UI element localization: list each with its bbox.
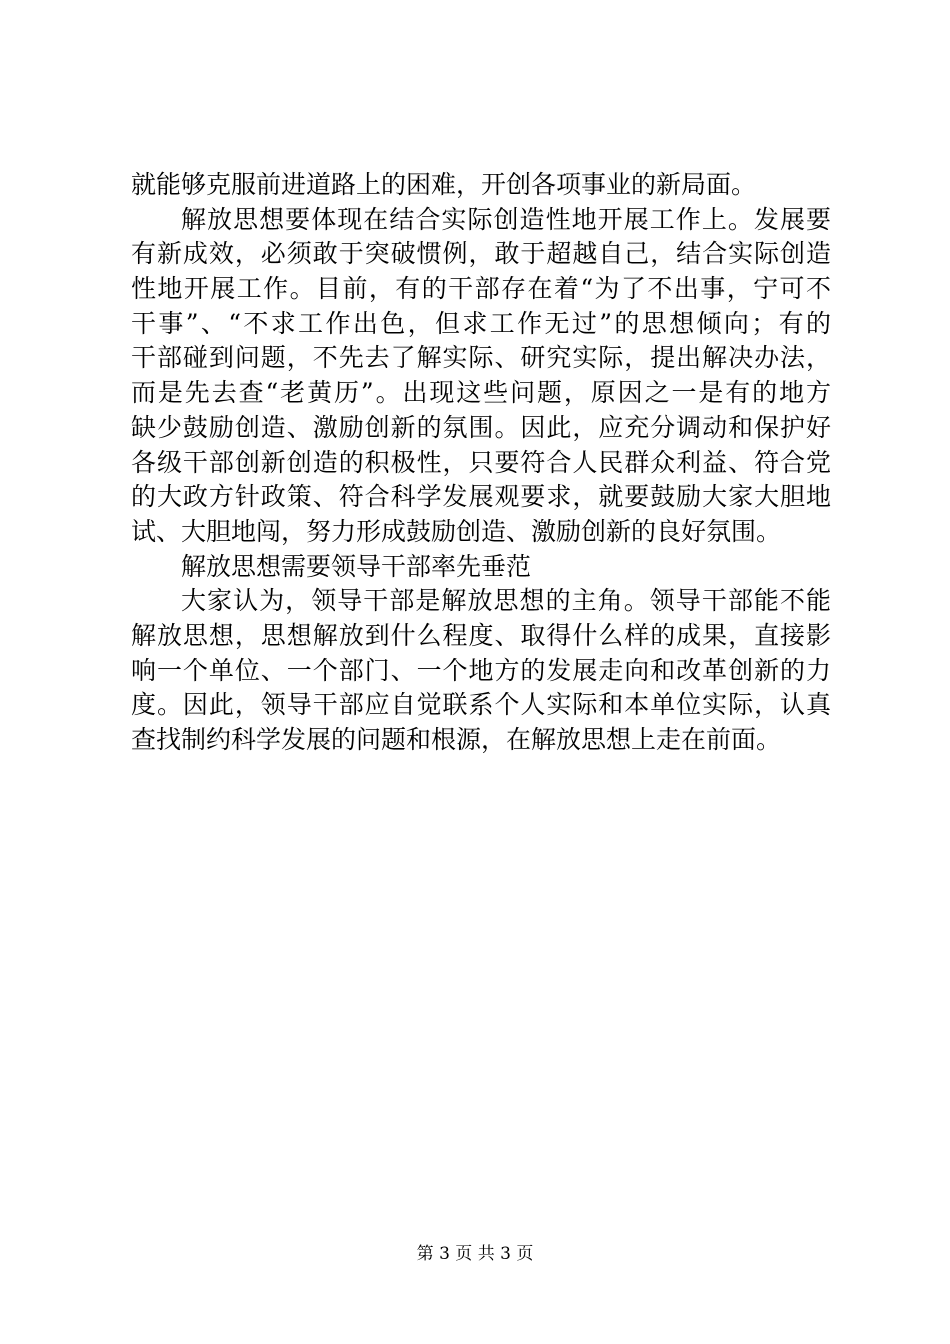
text-line: 响一个单位、一个部门、一个地方的发展走向和改革创新的力 xyxy=(131,655,831,685)
text-line: 试、大胆地闯，努力形成鼓励创造、激励创新的良好氛围。 xyxy=(131,516,782,546)
text-line: 性地开展工作。目前，有的干部存在着“为了不出事，宁可不 xyxy=(131,274,831,304)
text-line: 干部碰到问题，不先去了解实际、研究实际，提出解决办法， xyxy=(131,343,831,373)
section-heading xyxy=(131,550,831,585)
text-line: 度。因此，领导干部应自觉联系个人实际和本单位实际，认真 xyxy=(131,690,831,720)
text-line: 各级干部创新创造的积极性，只要符合人民群众利益、符合党 xyxy=(131,447,831,477)
text-line: 解放思想，思想解放到什么程度、取得什么样的成果，直接影 xyxy=(131,620,831,650)
heading-text: 解放思想需要领导干部率先垂范 xyxy=(181,551,532,581)
page-number: 第 3 页 共 3 页 xyxy=(416,1244,534,1264)
text-line: 缺少鼓励创造、激励创新的氛围。因此，应充分调动和保护好 xyxy=(131,412,831,442)
paragraph-continuation xyxy=(131,168,831,203)
text-line: 解放思想要体现在结合实际创造性地开展工作上。发展要 xyxy=(181,204,831,234)
text-line: 大家认为，领导干部是解放思想的主角。领导干部能不能 xyxy=(181,586,831,616)
text-line: 就能够克服前进道路上的困难，开创各项事业的新局面。 xyxy=(131,170,757,199)
document-body xyxy=(131,168,831,758)
text-line: 而是先去查“老黄历”。出现这些问题，原因之一是有的地方 xyxy=(131,378,831,408)
text-line: 的大政方针政策、符合科学发展观要求，就要鼓励大家大胆地 xyxy=(131,482,831,512)
text-line: 干事”、“不求工作出色，但求工作无过”的思想倾向；有的 xyxy=(131,308,831,338)
page-footer xyxy=(0,1243,950,1265)
text-line: 查找制约科学发展的问题和根源，在解放思想上走在前面。 xyxy=(131,725,782,754)
paragraph-creative-work xyxy=(131,203,831,550)
text-line: 有新成效，必须敢于突破惯例，敢于超越自己，结合实际创造 xyxy=(131,239,831,269)
paragraph-leaders xyxy=(131,584,831,757)
